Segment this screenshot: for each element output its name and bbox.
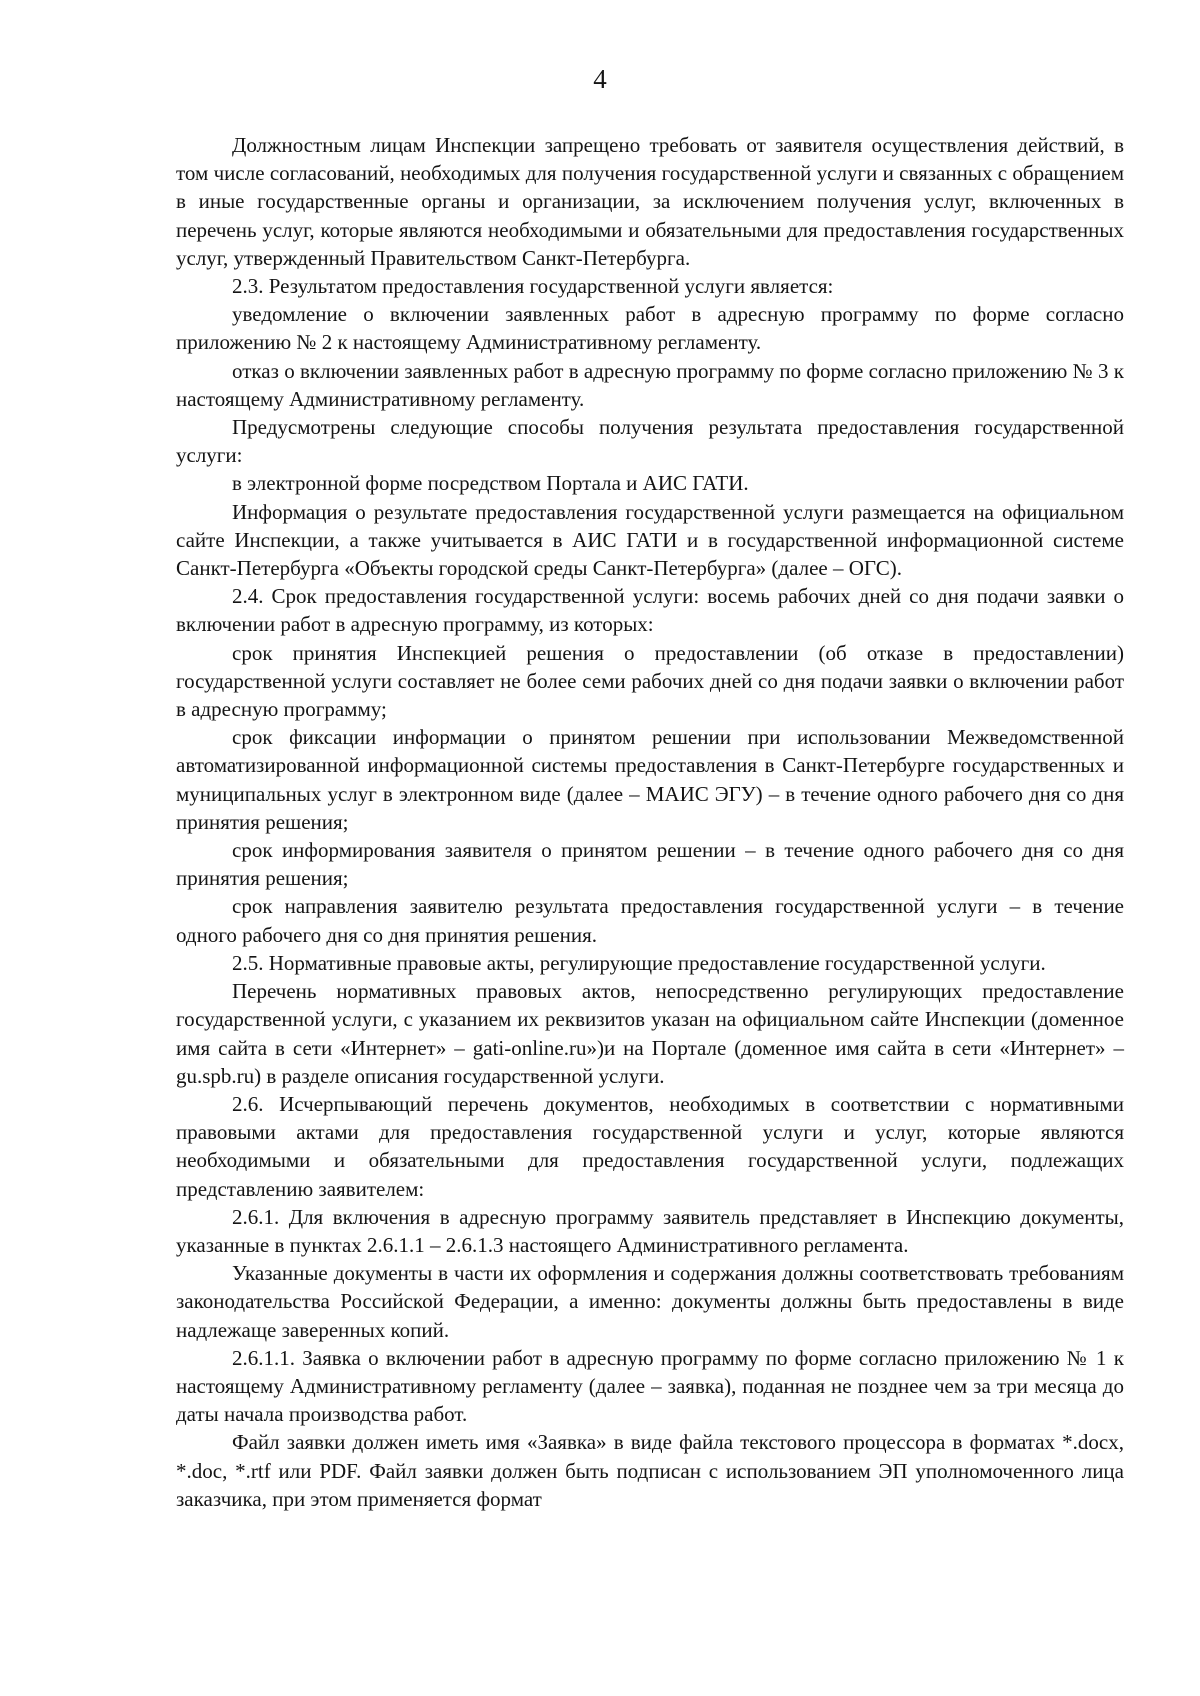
paragraph-2-3-heading: 2.3. Результатом предоставления государственной услуги является: (232, 274, 834, 299)
paragraph-application-file: Файл заявки должен иметь имя «Заявка» в виде файла текстового процессора в форматах *.docx, *.doc, *.rtf или PDF. Файл заявки должен быть подписан с использованием ЭП уполномоченного лица заказчика, при этом применяется формат (176, 1430, 1124, 1511)
paragraph-informing-term: срок информирования заявителя о принятом решении – в течение одного рабочего дня со дня принятия решения; (176, 838, 1124, 891)
paragraph-result-information: Информация о результате предоставления государственной услуги размещается на официальном сайте Инспекции, а также учитывается в АИС ГАТИ и в государственной информационной системе Санкт-Петербурга «Объекты городской среды Санкт-Петербурга» (далее – ОГС). (176, 499, 1124, 581)
paragraph-result-methods: Предусмотрены следующие способы получения результата предоставления государственной услуги: (176, 415, 1124, 468)
paragraph-2-6-1: 2.6.1. Для включения в адресную программу заявитель представляет в Инспекцию документы, указанные в пунктах 2.6.1.1 – 2.6.1.3 настоящего Административного регламента. (176, 1204, 1124, 1257)
paragraph-legal-acts-list: Перечень нормативных правовых актов, непосредственно регулирующих предоставление государственной услуги, с указанием их реквизитов указан на официальном сайте Инспекции (доменное имя сайта в сети «Интернет» – gati-online.ru»)и на Портале (доменное имя сайта в сети «Интернет» – gu.spb.ru) в разделе описания государственной услуги. (176, 979, 1124, 1088)
paragraph-fixation-term: срок фиксации информации о принятом решении при использовании Межведомственной автоматизированной информационной системы предоставления в Санкт-Петербурге государственных и муниципальных услуг в электронном виде (далее – МАИС ЭГУ) – в течение одного рабочего дня со дня принятия решения; (176, 725, 1124, 834)
paragraph-2-6-heading: 2.6. Исчерпывающий перечень документов, необходимых в соответствии с нормативными правовыми актами для предоставления государственной услуги и услуг, которые являются необходимыми и обязательными для предоставления государственной услуги, подлежащих представлению заявителем: (176, 1091, 1124, 1201)
page-number: 4 (593, 64, 607, 94)
paragraph-documents-requirements: Указанные документы в части их оформления и содержания должны соответствовать требованиям законодательства Российской Федерации, а именно: документы должны быть предоставлены в виде надлежаще заверенных копий. (176, 1261, 1124, 1342)
paragraph-sending-term: срок направления заявителю результата предоставления государственной услуги – в течение одного рабочего дня со дня принятия решения. (176, 894, 1124, 947)
paragraph-2-6-1-1: 2.6.1.1. Заявка о включении работ в адресную программу по форме согласно приложению № 1 к настоящему Административному регламенту (далее – заявка), поданная не позднее чем за три месяца до даты начала производства работ. (176, 1345, 1124, 1427)
paragraph-electronic-form: в электронной форме посредством Портала и АИС ГАТИ. (232, 471, 749, 496)
paragraph-notification-inclusion: уведомление о включении заявленных работ в адресную программу по форме согласно приложению № 2 к настоящему Административному регламенту. (176, 302, 1124, 355)
document-body (176, 131, 1124, 1513)
paragraph-officials-prohibition: Должностным лицам Инспекции запрещено требовать от заявителя осуществления действий, в том числе согласований, необходимых для получения государственной услуги и связанных с обращением в иные государственные органы и организации, за исключением получения услуг, включенных в перечень услуг, которые являются необходимыми и обязательными для предоставления государственных услуг, утвержденный Правительством Санкт-Петербурга. (176, 133, 1124, 270)
paragraph-decision-term: срок принятия Инспекцией решения о предоставлении (об отказе в предоставлении) государственной услуги составляет не более семи рабочих дней со дня подачи заявки о включении работ в адресную программу; (176, 640, 1124, 722)
paragraph-2-4-term: 2.4. Срок предоставления государственной услуги: восемь рабочих дней со дня подачи заявки о включении работ в адресную программу, из которых: (176, 584, 1124, 637)
paragraph-2-5-heading: 2.5. Нормативные правовые акты, регулирующие предоставление государственной услуги. (232, 950, 1046, 975)
paragraph-refusal-inclusion: отказ о включении заявленных работ в адресную программу по форме согласно приложению № 3 к настоящему Административному регламенту. (176, 358, 1124, 411)
